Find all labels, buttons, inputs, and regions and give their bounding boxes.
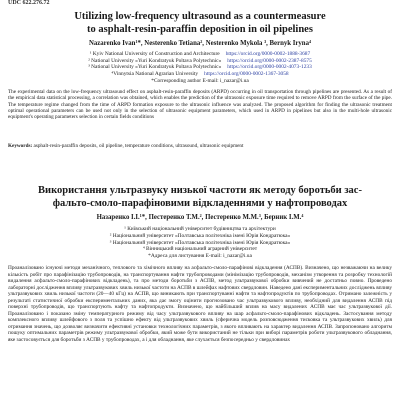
affiliation-row (0, 71, 400, 78)
keywords-list: asphalt-resin-paraffin deposits, oil pipeline, temperature conditions, ultrasound, ultrasonic equipment (32, 143, 244, 149)
affiliation-text: ² National University «Yuri Kondratyuk Poltava Polytechnic» (88, 57, 222, 64)
affiliation-line: ² Національний університет «Полтавська політехніка імені Юрія Кондратюка» (109, 232, 291, 239)
affiliation-row (0, 64, 400, 71)
corresponding-author: *Адреса для листування E-mail: i_nazar@i.ua (148, 253, 252, 260)
affiliation-line: ⁴ Вінницький національний аграрний університет (142, 246, 258, 253)
english-authors: Nazarenko Ivan¹*, Nesterenko Tetiana², Nesterenko Mykola ³, Bernyk Iryna⁴ (88, 40, 312, 47)
ukrainian-abstract: Проаналізовано існуючі методи механічного, теплового та хімічного впливу на асфальто-смоло-парафінові відкладення (АСПВ). Визначено, що незважаючи на велику кількість робіт про парафінізацію трубопроводів, на транспортування нафти трубопроводами (мінімізацію трубопроводів, механізм утворення та розробку технологій видалення асфальто-смоло-парафінових відкладень), та про методи боротьби з АСПВ, метод ультразвукової обробки вивчений не достатньо повно. Проведено лабораторні дослідження впливу ультразвукових хвиль низької частоти на АСПВ в шлейфах нафтових свердловин. Наведено дані експериментальних досліджень впливу ультразвукових хвиль низької частоти (20—40 кГц) на АСПВ, що виникають при транспортуванні нафти та нафтопродуктів по трубопроводах. Отримано залежність у результаті статистичної обробки експериментальних даних, яка дає змогу оцінити прогнозовано час ультразвукового впливу, необхідний для видалення АСПВ під поверхні трубопроводів, що транспортують нафту та нафтопродукти. Визначено, що найбільший вплив на масу видалених АСПВ має час ультразвукової дії. Проаналізовано і показано зміну температурного режиму від часу ультразвукового впливу на шар асфальто-смоло-парафінових відкладень. Застосування методу комплексного впливу шлейфового з поля та успішно ефекту від ультразвукових хвиль (сферична модель розповсюдження тисковка та ультразвукових хвиль) для отримання значень, що дозволяє визначити ефективні установки технологічних параметрів, з якого впливають на характер видалення АСПВ. Запропоновано алгоритм пошуку оптимальних параметрів режиму ультразвукової обробки, який може бути використаний не тільки при виборі параметрів роботи ультразвукового обладнання, яке застосовується для боротьби з АСПВ у трубопроводах, а і для обладнання, яке слухається безпосередньо у свердловинах (8, 265, 392, 344)
english-title-line-1: Utilizing low-frequency ultrasound as a countermeasure (74, 11, 326, 22)
affiliation-line: ¹ Київський національний університет будівництва та архітектури (124, 226, 276, 232)
ukrainian-title-line-1: Використання ультразвуку низької частоти як методу боротьби зас- (38, 185, 362, 196)
english-affiliations (0, 51, 400, 85)
affiliation-line: ³ Національний університет «Полтавська політехніка імені Юрія Кондратюка» (109, 239, 291, 246)
ukrainian-affiliations (0, 226, 400, 260)
english-title-line-2: to asphalt-resin-paraffin deposition in oil pipelines (87, 24, 313, 35)
affiliation-text: ³ National University «Yuri Kondratyuk Poltava Polytechnic» (88, 64, 222, 71)
udc-code: UDC 622.276.72 (8, 0, 50, 6)
english-abstract: The experimental data on the low-frequency ultrasound effect on asphalt-resin-paraffin deposits (ARPD) occurring in oil transportation through pipelines are presented. As a result of the empirical data statistical processing, a correlation was obtained, which enables the prediction of the ultrasonic exposure time required to remove ARPD from the surface of the pipe. The temperature regime changed from the time of ARPD formation exposure to the ultrasonic influence was analyzed. The proposed algorithm for finding the ultrasonic treatment optimal operational parameters can be used not only in the selection of ultrasonic equipment parameters, which used in ARPD in pipelines but also in the multi-hole ultrasonic equipment's operating parameters selection in certain fields conditions (8, 89, 392, 121)
affiliation-row (0, 58, 400, 65)
affiliation-row (0, 51, 400, 58)
english-keywords (8, 143, 392, 149)
ukrainian-authors: Назаренко І.І.¹*, Пестеренко Т.М.², Пестеренко М.М.³, Берник І.М.⁴ (96, 214, 304, 221)
affiliation-text: ¹ Kyiv National University of Construction and Architecture (89, 51, 220, 57)
orcid-link[interactable]: https://orcid.org/0000-0002-4073-1233 (227, 64, 312, 71)
affiliation-text: ⁴Vinnytsia National Agrarian University (111, 71, 199, 78)
corresponding-author: *Corresponding author E-mail: i_nazar@i.ua (151, 77, 249, 84)
orcid-link[interactable]: https://orcid.org/0000-0002-1367-3058 (204, 71, 289, 78)
keywords-label: Keywords: (8, 143, 33, 149)
orcid-link[interactable]: https://orcid.org/0000-0002-1888-3687 (225, 51, 311, 57)
ukrainian-title-line-2: фальто-смоло-парафіновими відкладеннями у нафтопроводах (52, 198, 348, 209)
orcid-link[interactable]: https://orcid.org/0000-0002-2387-8575 (227, 57, 312, 64)
